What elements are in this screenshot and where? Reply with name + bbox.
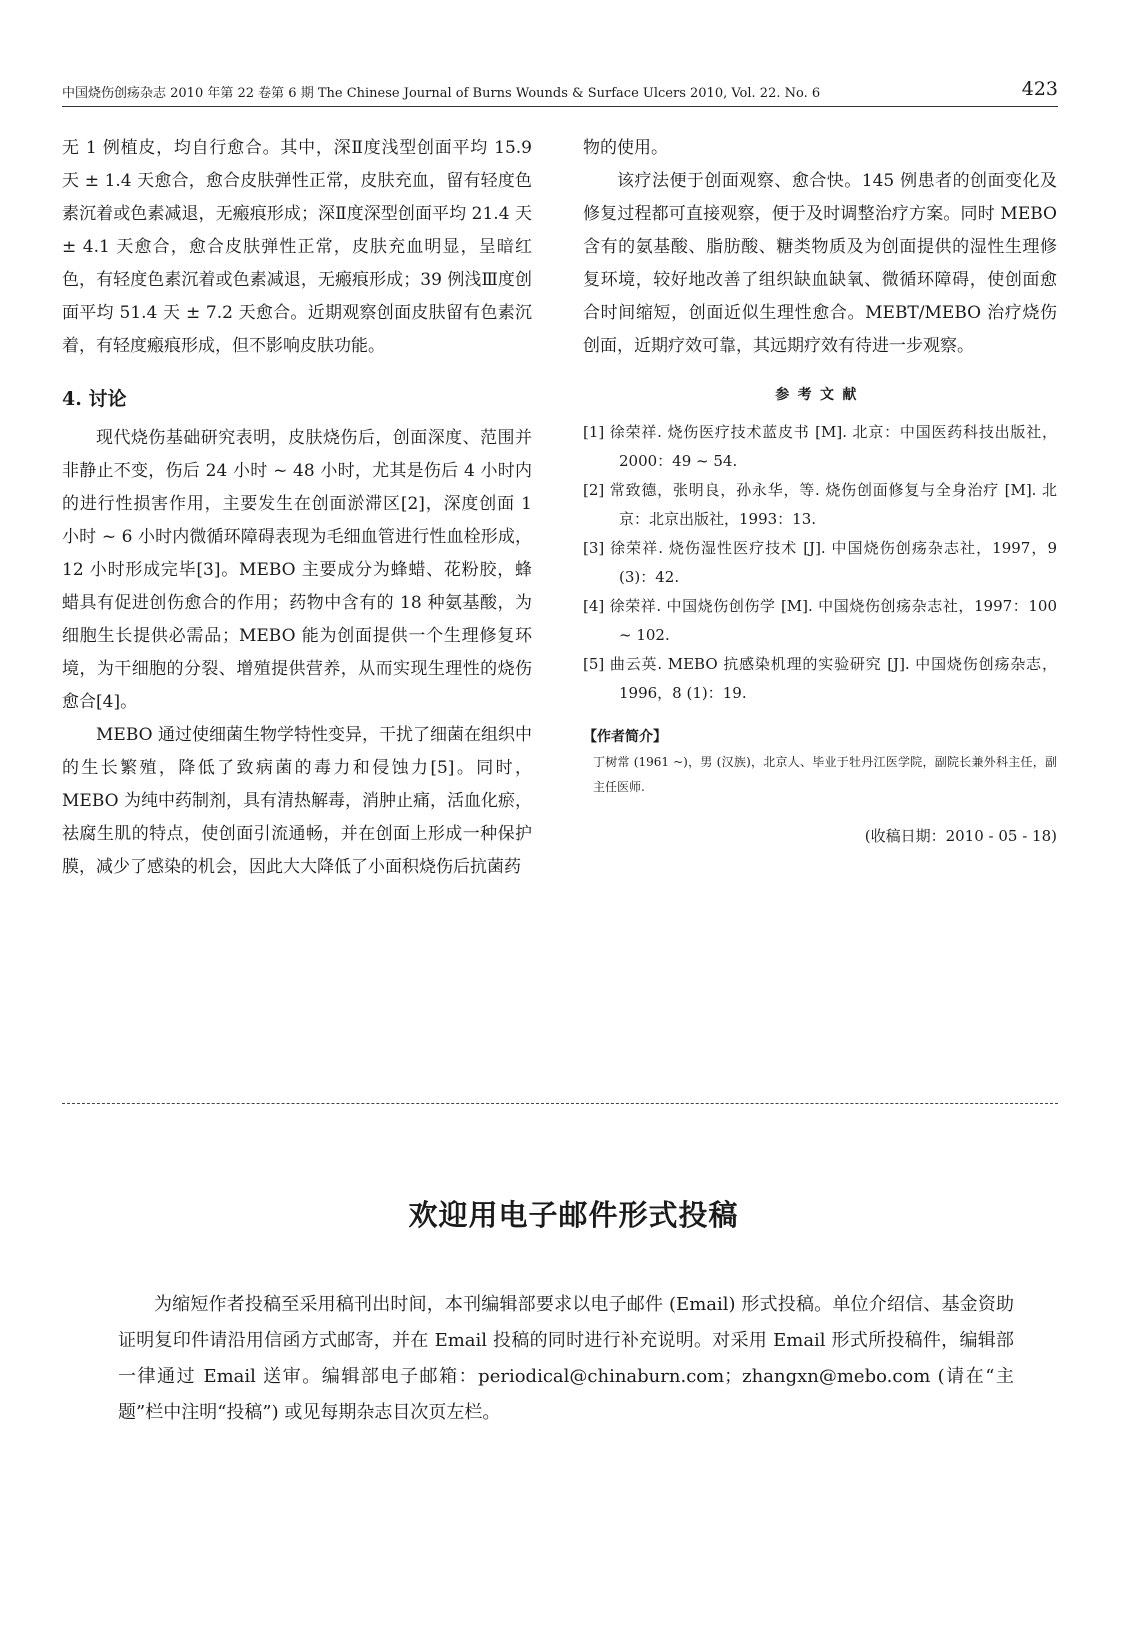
notice-paragraph: 为缩短作者投稿至采用稿刊出时间，本刊编辑部要求以电子邮件 (Email) 形式投稿。单位介绍信、基金资助证明复印件请沿用信函方式邮寄，并在 Email 投稿的同时进行补充说明。对采用 Email 形式所投稿件，编辑部一律通过 Email 送审。编辑部电子邮箱：periodical@chinaburn.com；zhangxn@mebo.com (请在“主题”栏中注明“投稿”) 或见每期杂志目次页左栏。 xyxy=(118,1294,1014,1423)
reference-item: [2] 常致德，张明良，孙永华，等. 烧伤创面修复与全身治疗 [M]. 北京：北京出版社，1993：13. xyxy=(583,481,1057,528)
running-header xyxy=(62,80,1058,107)
reference-item: [4] 徐荣祥. 中国烧伤创伤学 [M]. 中国烧伤创疡杂志社，1997：100 ~ 102. xyxy=(583,597,1057,644)
section-heading-discussion: 4. 讨论 xyxy=(62,388,127,410)
discussion-paragraph-2: MEBO 通过使细菌生物学特性变异，干扰了细菌在组织中的生长繁殖，降低了致病菌的毒力和侵蚀力[5]。同时，MEBO 为纯中药制剂，具有清热解毒，消肿止痛，活血化瘀，祛腐生肌的特点，使创面引流通畅，并在创面上形成一种保护膜，减少了感染的机会，因此大大降低了小面积烧伤后抗菌药 xyxy=(62,725,532,877)
results-paragraph: 无 1 例植皮，均自行愈合。其中，深Ⅱ度浅型创面平均 15.9 天 ± 1.4 天愈合，愈合皮肤弹性正常，皮肤充血，留有轻度色素沉着或色素减退，无瘢痕形成；深Ⅱ度深型创面平均 21.4 天 ± 4.1 天愈合，愈合皮肤弹性正常，皮肤充血明显，呈暗红色，有轻度色素沉着或色素减退，无瘢痕形成；39 例浅Ⅲ度创面平均 51.4 天 ± 7.2 天愈合。近期观察创面皮肤留有色素沉着，有轻度瘢痕形成，但不影响皮肤功能。 xyxy=(62,138,532,356)
notice-body xyxy=(118,1287,1014,1431)
reference-list xyxy=(583,418,1057,708)
references-title: 参考文献 xyxy=(775,387,865,403)
reference-item: [3] 徐荣祥. 烧伤湿性医疗技术 [J]. 中国烧伤创疡杂志社，1997，9 (3)：42. xyxy=(583,539,1057,586)
right-column xyxy=(583,132,1057,853)
page-number: 423 xyxy=(1021,78,1058,100)
left-column xyxy=(62,132,532,884)
conclusion-paragraph: 该疗法便于创面观察、愈合快。145 例患者的创面变化及修复过程都可直接观察，便于及时调整治疗方案。同时 MEBO 含有的氨基酸、脂肪酸、糖类物质及为创面提供的湿性生理修复环境，较好地改善了组织缺血缺氧、微循环障碍，使创面愈合时间缩短，创面近似生理性愈合。MEBT/MEBO 治疗烧伤创面，近期疗效可靠，其远期疗效有待进一步观察。 xyxy=(583,171,1057,356)
section-divider xyxy=(62,1103,1058,1104)
journal-citation: 中国烧伤创疡杂志 2010 年第 22 卷第 6 期 The Chinese Journal of Burns Wounds & Surface Ulcers 2010, Vol. 22. No. 6 xyxy=(62,86,821,101)
notice-title: 欢迎用电子邮件形式投稿 xyxy=(408,1198,739,1232)
author-bio: 丁树常 (1961 ~)，男 (汉族)，北京人、毕业于牡丹江医学院，副院长兼外科主任，副主任医师. xyxy=(593,755,1057,794)
continuation-paragraph: 物的使用。 xyxy=(583,138,668,158)
reference-item: [1] 徐荣祥. 烧伤医疗技术蓝皮书 [M]. 北京：中国医药科技出版社，2000：49 ~ 54. xyxy=(583,423,1057,470)
reference-item: [5] 曲云英. MEBO 抗感染机理的实验研究 [J]. 中国烧伤创疡杂志，1996，8 (1)：19. xyxy=(583,655,1057,702)
author-bio-label: 【作者简介】 xyxy=(583,729,667,745)
discussion-paragraph-1: 现代烧伤基础研究表明，皮肤烧伤后，创面深度、范围并非静止不变，伤后 24 小时 ~ 48 小时，尤其是伤后 4 小时内的进行性损害作用，主要发生在创面淤滞区[2]，深度创面 1 小时 ~ 6 小时内微循环障碍表现为毛细血管进行性血栓形成，12 小时形成完毕[3]。MEBO 主要成分为蜂蜡、花粉胶，蜂蜡具有促进创伤愈合的作用；药物中含有的 18 种氨基酸，为细胞生长提供必需品；MEBO 能为创面提供一个生理修复环境，为干细胞的分裂、增殖提供营养，从而实现生理性的烧伤愈合[4]。 xyxy=(62,428,532,712)
received-date: (收稿日期：2010 - 05 - 18) xyxy=(864,827,1057,845)
